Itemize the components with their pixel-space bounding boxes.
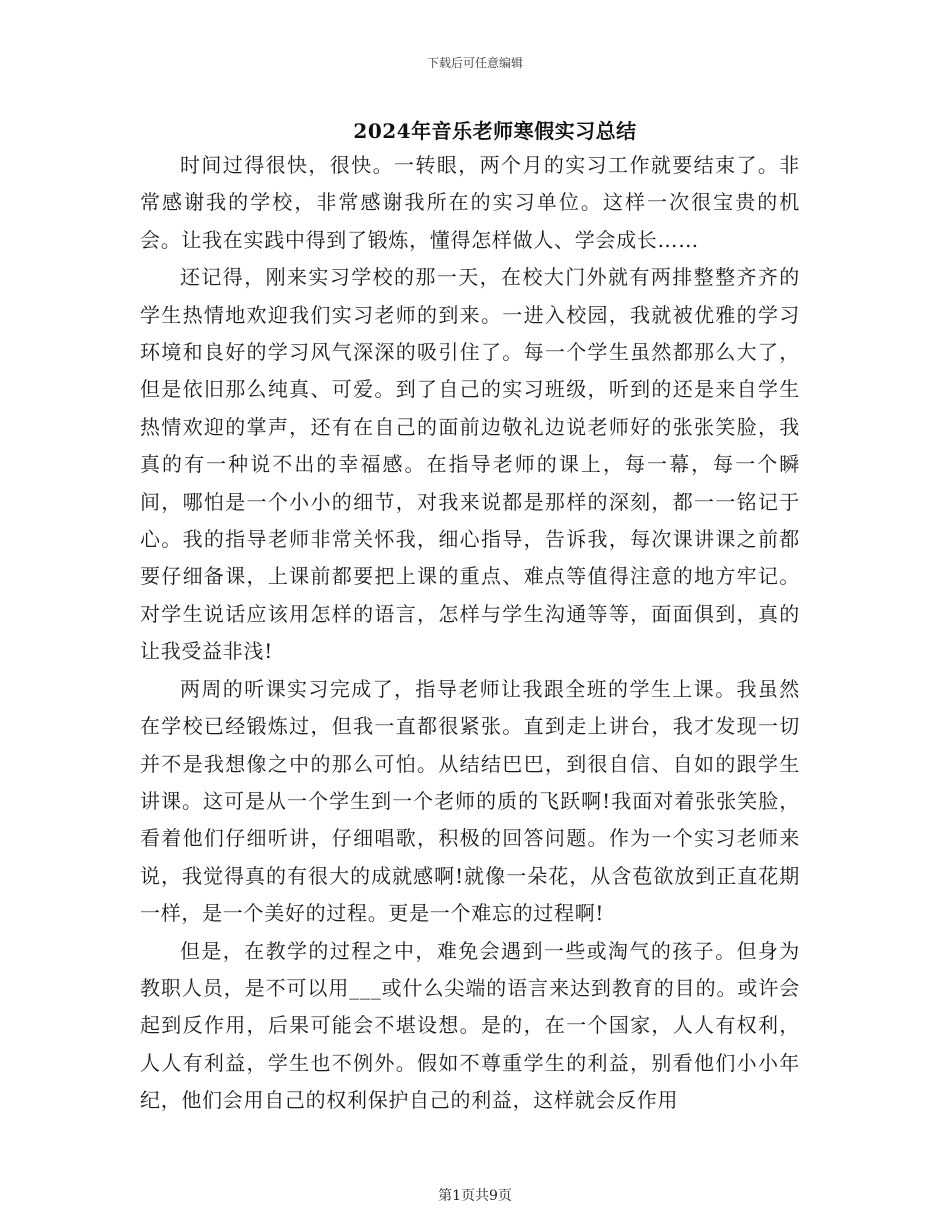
paragraph-1: 时间过得很快，很快。一转眼，两个月的实习工作就要结束了。非常感谢我的学校，非常感谢我所在的实习单位。这样一次很宝贵的机会。让我在实践中得到了锻炼，懂得怎样做人、学会成长…… [140,153,800,252]
page-header-note: 下载后可任意编辑 [426,56,523,70]
document-body [140,147,800,1120]
paragraph-4: 但是，在教学的过程之中，难免会遇到一些或淘气的孩子。但身为教职人员，是不可以用___或什么尖端的语言来达到教育的目的。或许会起到反作用，后果可能会不堪设想。是的，在一个国家，人人有权利，人人有利益，学生也不例外。假如不尊重学生的利益，别看他们小小年纪，他们会用自己的权利保护自己的利益，这样就会反作用 [140,938,800,1113]
page-number: 第1页共9页 [438,1188,512,1204]
paragraph-3: 两周的听课实习完成了，指导老师让我跟全班的学生上课。我虽然在学校已经锻炼过，但我一直都很紧张。直到走上讲台，我才发现一切并不是我想像之中的那么可怕。从结结巴巴，到很自信、自如的跟学生讲课。这可是从一个学生到一个老师的质的飞跃啊!我面对着张张笑脸，看着他们仔细听讲，仔细唱歌，积极的回答问题。作为一个实习老师来说，我觉得真的有很大的成就感啊!就像一朵花，从含苞欲放到正直花期一样，是一个美好的过程。更是一个难忘的过程啊! [140,676,800,926]
paragraph-2: 还记得，刚来实习学校的那一天，在校大门外就有两排整整齐齐的学生热情地欢迎我们实习老师的到来。一进入校园，我就被优雅的学习环境和良好的学习风气深深的吸引住了。每一个学生虽然都那么大了，但是依旧那么纯真、可爱。到了自己的实习班级，听到的还是来自学生热情欢迎的掌声，还有在自己的面前边敬礼边说老师好的张张笑脸，我真的有一种说不出的幸福感。在指导老师的课上，每一幕，每一个瞬间，哪怕是一个小小的细节，对我来说都是那样的深刻，都一一铭记于心。我的指导老师非常关怀我，细心指导，告诉我，每次课讲课之前都要仔细备课，上课前都要把上课的重点、难点等值得注意的地方牢记。对学生说话应该用怎样的语言，怎样与学生沟通等等，面面俱到，真的让我受益非浅! [140,265,800,664]
document-title: 2024年音乐老师寒假实习总结 [353,119,637,143]
